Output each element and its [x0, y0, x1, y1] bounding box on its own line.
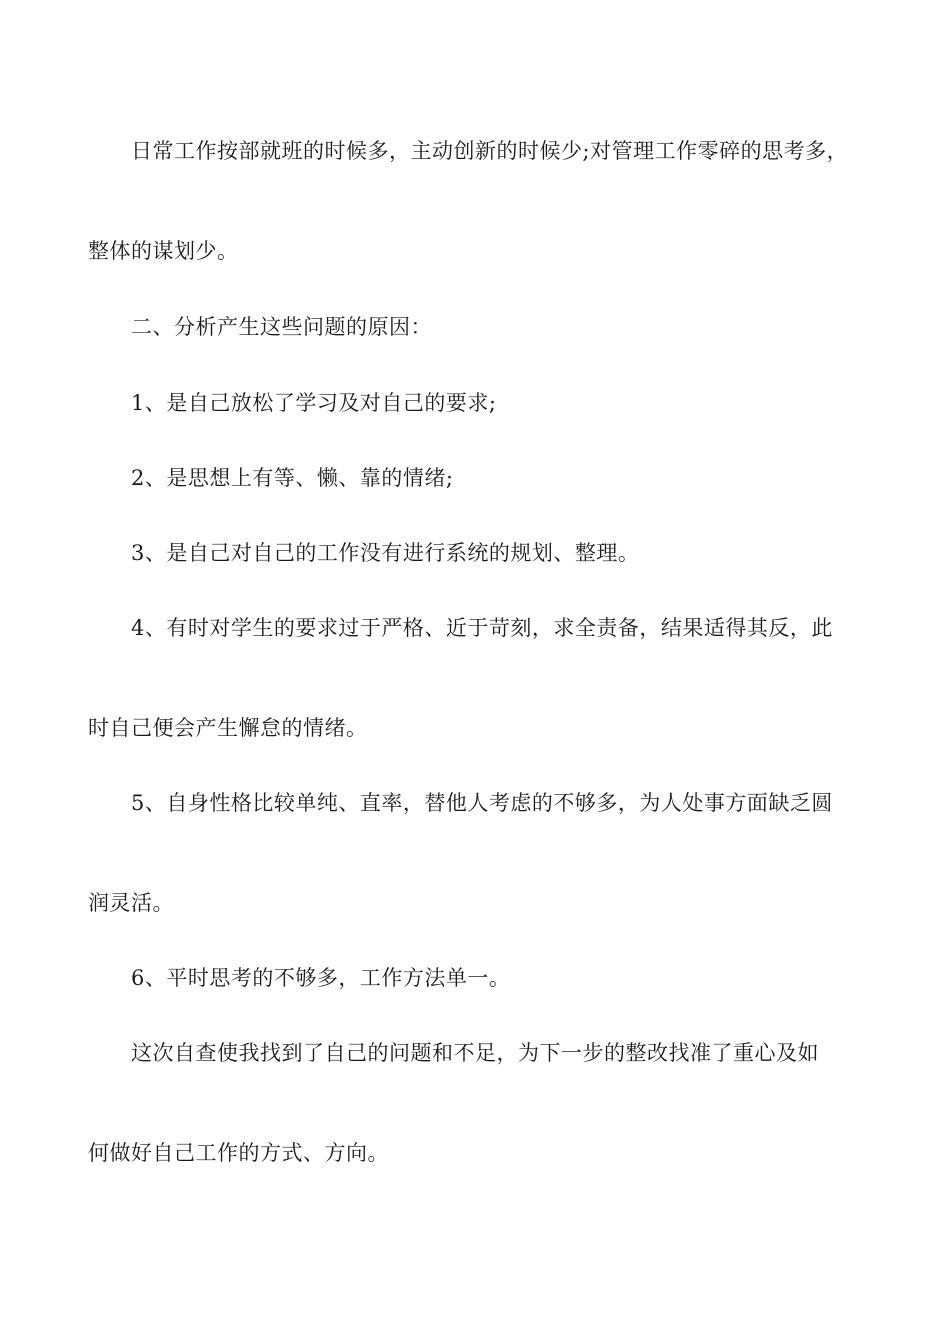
list-item-1: 1、是自己放松了学习及对自己的要求; [131, 391, 497, 415]
list-item-3: 3、是自己对自己的工作没有进行系统的规划、整理。 [131, 541, 640, 565]
paragraph-line-1: 日常工作按部就班的时候多，主动创新的时候少;对管理工作零碎的思考多， [131, 139, 849, 163]
conclusion-line-1: 这次自查使我找到了自己的问题和不足，为下一步的整改找准了重心及如 [131, 1041, 819, 1065]
section-heading: 二、分析产生这些问题的原因： [131, 315, 432, 339]
conclusion-line-2: 何做好自己工作的方式、方向。 [88, 1141, 389, 1165]
list-item-5-line-2: 润灵活。 [88, 891, 174, 915]
paragraph-line-2: 整体的谋划少。 [88, 239, 239, 263]
list-item-6: 6、平时思考的不够多，工作方法单一。 [131, 966, 511, 990]
list-item-4-line-1: 4、有时对学生的要求过于严格、近于苛刻，求全责备，结果适得其反，此 [131, 616, 833, 640]
list-item-4-line-2: 时自己便会产生懈怠的情绪。 [88, 716, 368, 740]
list-item-5-line-1: 5、自身性格比较单纯、直率，替他人考虑的不够多，为人处事方面缺乏圆 [131, 791, 833, 815]
list-item-2: 2、是思想上有等、懒、靠的情绪; [131, 466, 454, 490]
